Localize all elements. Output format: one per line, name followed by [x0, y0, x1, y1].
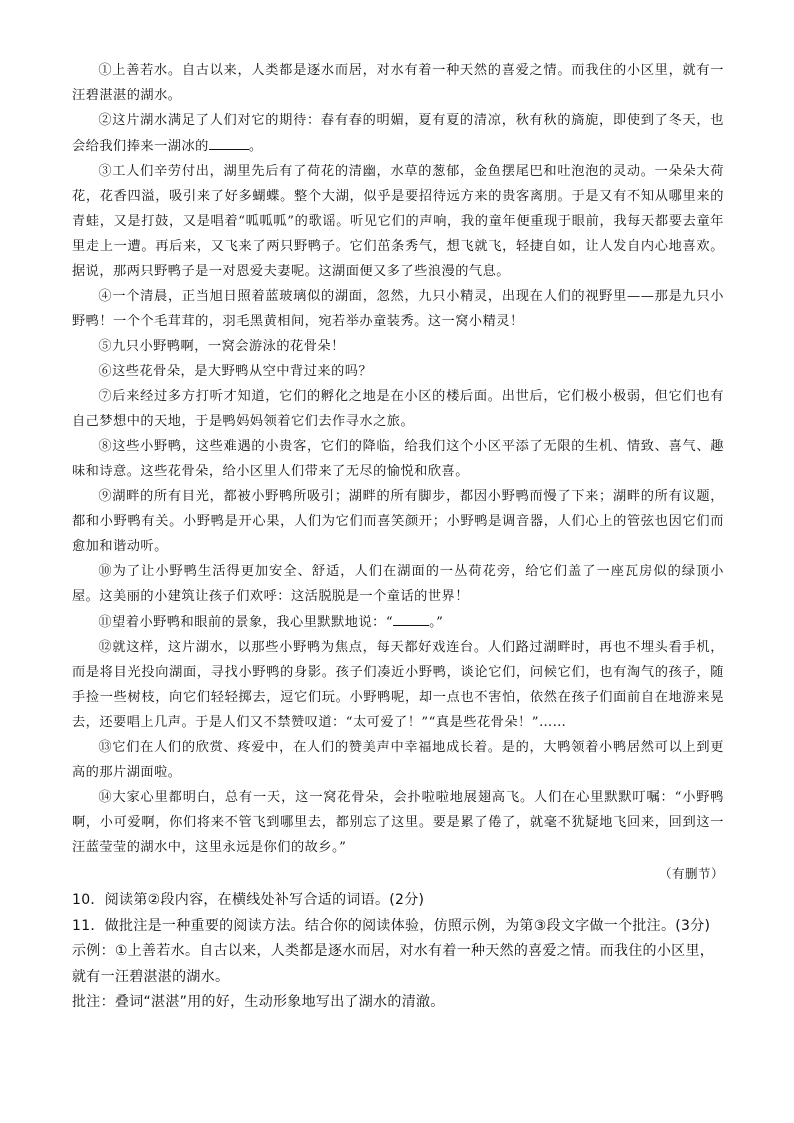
question-11: 11．做批注是一种重要的阅读方法。结合你的阅读体验，仿照示例，为第③段文字做一个批注。(3分) — [72, 917, 711, 934]
question-section — [72, 888, 724, 1016]
example-text: 示例：①上善若水。自古以来，人类都是逐水而居，对水有着一种天然的喜爱之情。而我住的小区里，就有一汪碧湛湛的湖水。 — [72, 943, 715, 985]
paragraph-10: ⑩为了让小野鸭生活得更加安全、舒适，人们在湖面的一丛荷花旁，给它们盖了一座瓦房似的绿顶小屋。这美丽的小建筑让孩子们欢呼：这活脱脱是一个童话的世界！ — [72, 564, 724, 604]
paragraph-8: ⑧这些小野鸭，这些难遇的小贵客，它们的降临，给我们这个小区平添了无限的生机、情致、喜气、趣味和诗意。这些花骨朵，给小区里人们带来了无尽的愉悦和欣喜。 — [72, 439, 724, 479]
paragraph-11-end: 。” — [429, 615, 444, 630]
paragraph-7: ⑦后来经过多方打听才知道，它们的孵化之地是在小区的楼后面。出世后，它们极小极弱，但它们也有自己梦想中的天地，于是鸭妈妈领着它们去作寻水之旅。 — [72, 389, 724, 429]
paragraph-13: ⑬它们在人们的欣赏、疼爱中，在人们的赞美声中幸福地成长着。是的，大鸭领着小鸭居然可以上到更高的那片湖面啦。 — [72, 740, 724, 780]
paragraph-9: ⑨湖畔的所有目光，都被小野鸭所吸引；湖畔的所有脚步，都因小野鸭而慢了下来；湖畔的所有议题，都和小野鸭有关。小野鸭是开心果，人们为它们而喜笑颜开；小野鸭是调音器，人们心上的管弦也因它们而愈加和谐动听。 — [72, 489, 724, 554]
exam-page — [72, 58, 724, 1016]
paragraph-2-text: ②这片湖水满足了人们对它的期待：春有春的明媚，夏有夏的清凉，秋有秋的旖旎，即使到了冬天，也会给我们捧来一湖冰的 — [72, 113, 724, 154]
paragraph-2-end: 。 — [248, 139, 263, 154]
paragraph-5: ⑤九只小野鸭啊，一窝会游泳的花骨朵！ — [98, 339, 345, 354]
paragraph-4: ④一个清晨，正当旭日照着蓝玻璃似的湖面，忽然，九只小精灵，出现在人们的视野里——那是九只小野鸭！一个个毛茸茸的，羽毛黑黄相间，宛若举办童装秀。这一窝小精灵！ — [72, 289, 724, 329]
paragraph-1: ①上善若水。自古以来，人类都是逐水而居，对水有着一种天然的喜爱之情。而我住的小区里，就有一汪碧湛湛的湖水。 — [72, 63, 724, 103]
paragraph-3: ③工人们辛劳付出，湖里先后有了荷花的清幽，水草的葱郁，金鱼摆尾巴和吐泡泡的灵动。一朵朵大荷花，花香四溢，吸引来了好多蝴蝶。整个大湖，似乎是要招待远方来的贵客离朋。于是又有不知从哪里来的青蛙，又是打鼓，又是唱着“呱呱呱”的歌谣。听见它们的声响，我的童年便重现于眼前，我每天都要去童年里走上一遭。再后来，又飞来了两只野鸭子。它们茁条秀气，想飞就飞，轻捷自如，让人发自内心地喜欢。据说，那两只野鸭子是一对恩爱夫妻呢。这湖面便又多了些浪漫的气息。 — [72, 164, 724, 279]
question-10: 10．阅读第②段内容，在横线处补写合适的词语。(2分) — [72, 892, 425, 908]
paragraph-11-text: ⑪望着小野鸭和眼前的景象，我心里默默地说：“ — [98, 615, 394, 630]
paragraph-14: ⑭大家心里都明白，总有一天，这一窝花骨朵，会扑啦啦地展翅高飞。人们在心里默默叮嘱：“小野鸭啊，小可爱啊，你们将来不管飞到哪里去，都别忘了这里。要是累了倦了，就毫不犹疑地飞回来，回到这一汪蓝莹莹的湖水中，这里永远是你们的故乡。” — [72, 790, 724, 855]
paragraph-11 — [72, 609, 724, 635]
example-annotation: 批注：叠词“湛湛”用的好，生动形象地写出了湖水的清澈。 — [72, 994, 445, 1010]
fill-blank-line[interactable] — [209, 133, 249, 150]
paragraph-6: ⑥这些花骨朵，是大野鸭从空中背过来的吗？ — [98, 364, 373, 379]
paragraph-12: ⑫就这样，这片湖水，以那些小野鸭为焦点，每天都好戏连台。人们路过湖畔时，再也不埋头看手机，而是将目光投向湖面，寻找小野鸭的身影。孩子们凑近小野鸭，谈论它们，问候它们，也有淘气的孩子，随手捡一些树枝，向它们轻轻掷去，逗它们玩。小野鸭呢，却一点也不害怕，依然在孩子们面前自在地游来晃去，还要唱上几声。于是人们又不禁赞叹道：“太可爱了！”“真是些花骨朵！”…… — [72, 640, 724, 730]
quote-blank-line[interactable] — [393, 609, 429, 626]
reading-passage — [72, 58, 724, 886]
abridged-note: （有删节） — [658, 866, 724, 881]
paragraph-2 — [72, 108, 724, 159]
